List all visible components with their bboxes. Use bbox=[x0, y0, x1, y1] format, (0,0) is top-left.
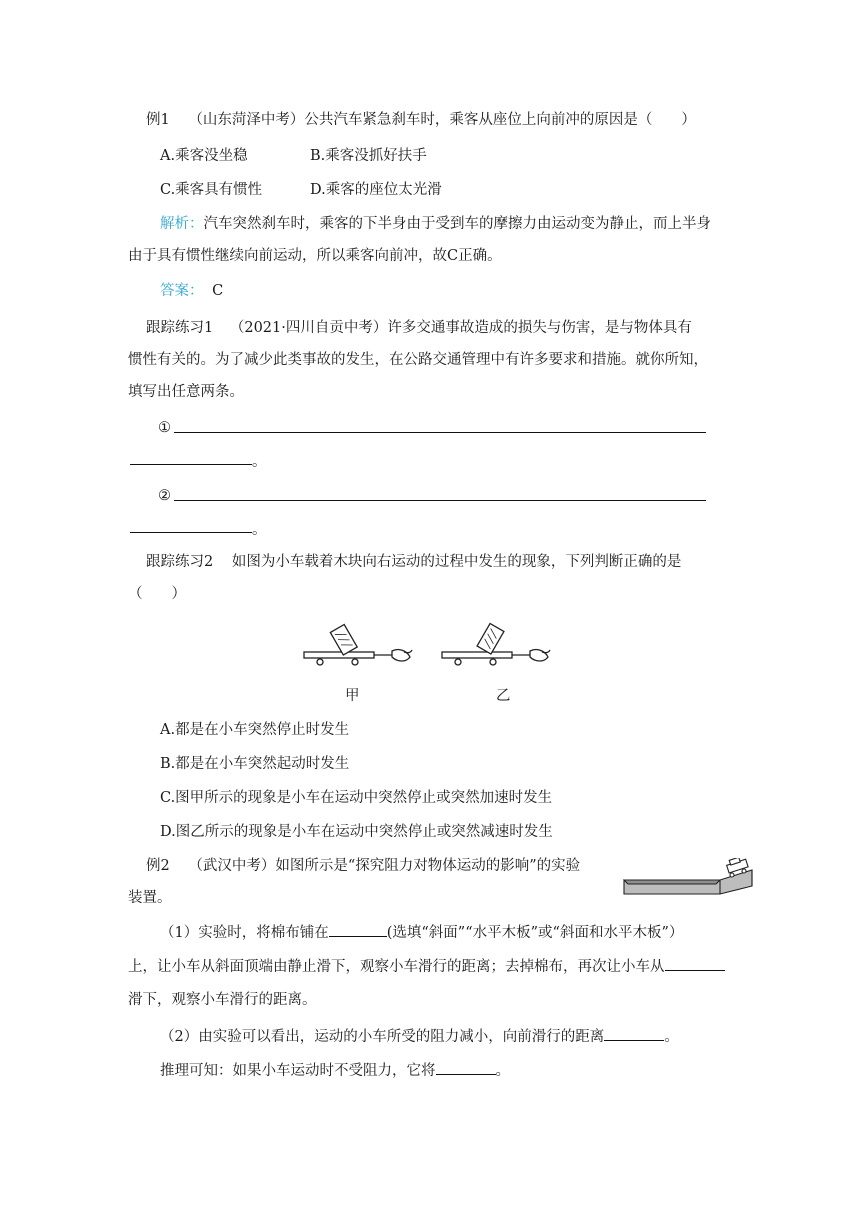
exercise1-line2: 惯性有关的。为了减少此类事故的发生，在公路交通管理中有许多要求和措施。就你所知， bbox=[128, 352, 708, 368]
infer-text: 推理可知：如果小车运动时不受阻力，它将 bbox=[160, 1063, 436, 1079]
cart-figure bbox=[300, 612, 580, 672]
exercise1-text1: 许多交通事故造成的损失与伤害，是与物体具有 bbox=[387, 320, 692, 336]
q2-text: （2）由实验可以看出，运动的小车所受的阻力减小，向前滑行的距离 bbox=[160, 1029, 605, 1045]
exercise1-line3: 填写出任意两条。 bbox=[128, 384, 244, 400]
example1-option-a: A.乘客没坐稳 bbox=[160, 148, 248, 164]
example2-intro1: 如图所示是“探究阻力对物体运动的影响”的实验 bbox=[275, 858, 581, 874]
exercise2-label: 跟踪练习2 bbox=[146, 554, 214, 570]
exercise2-option-d: D.图乙所示的现象是小车在运动中突然停止或突然减速时发生 bbox=[160, 824, 553, 840]
example2-source: （武汉中考） bbox=[188, 858, 276, 874]
example1-label: 例1 bbox=[146, 112, 170, 128]
exercise1-item1-period: 。 bbox=[252, 454, 267, 470]
exercise2-option-c: C.图甲所示的现象是小车在运动中突然停止或突然加速时发生 bbox=[160, 790, 553, 806]
example1-option-b: B.乘客没抓好扶手 bbox=[310, 148, 427, 164]
answer-blank-q1b[interactable] bbox=[665, 956, 725, 971]
example2-infer bbox=[160, 1060, 510, 1081]
cart-figure-yi bbox=[442, 623, 550, 665]
example1-question bbox=[146, 110, 696, 130]
answer-blank-2b[interactable] bbox=[130, 532, 252, 533]
analysis-label: 解析： bbox=[160, 216, 204, 232]
example2-q1-line1 bbox=[160, 922, 683, 943]
answer-blank-1b[interactable] bbox=[130, 464, 252, 465]
example1-option-d: D.乘客的座位太光滑 bbox=[310, 182, 442, 198]
infer-end: 。 bbox=[495, 1063, 510, 1079]
example1-source: （山东菏泽中考） bbox=[188, 112, 305, 128]
exercise2-question1: 如图为小车载着木块向右运动的过程中发生的现象，下列判断正确的是 bbox=[231, 554, 682, 570]
example2-intro-line1 bbox=[146, 856, 580, 876]
example2-q1-line3: 滑下，观察小车滑行的距离。 bbox=[128, 992, 317, 1008]
q1-line2-text: 上，让小车从斜面顶端由静止滑下，观察小车滑行的距离；去掉棉布，再次让小车从 bbox=[128, 959, 665, 975]
exercise1-item2-period: 。 bbox=[252, 522, 267, 538]
analysis-text1: 汽车突然刹车时，乘客的下半身由于受到车的摩擦力由运动变为静止，而上半身 bbox=[203, 216, 711, 232]
answer-value: C bbox=[212, 283, 224, 299]
example1-analysis-line2: 由于具有惯性继续向前运动，所以乘客向前冲，故C正确。 bbox=[128, 248, 502, 264]
example1-analysis-line1 bbox=[160, 214, 711, 234]
cart-figure-jia bbox=[304, 624, 412, 665]
exercise1-item2-marker: ② bbox=[158, 488, 171, 504]
example1-question-text: 公共汽车紧急刹车时，乘客从座位上向前冲的原因是（ ） bbox=[304, 112, 696, 128]
answer-label: 答案： bbox=[160, 283, 204, 299]
answer-blank-infer[interactable] bbox=[436, 1060, 496, 1075]
answer-blank-q2[interactable] bbox=[604, 1026, 664, 1041]
example2-intro-line2: 装置。 bbox=[128, 890, 172, 906]
answer-blank-q1a[interactable] bbox=[329, 922, 387, 937]
figure-label-yi: 乙 bbox=[496, 688, 511, 704]
exercise2-line2: （ ） bbox=[128, 586, 186, 602]
example1-option-c: C.乘客具有惯性 bbox=[160, 182, 263, 198]
exercise1-item1-marker: ① bbox=[158, 420, 171, 436]
q1-options: (选填“斜面”“水平木板”或“斜面和水平木板”） bbox=[386, 925, 684, 941]
answer-blank-1a[interactable] bbox=[174, 432, 706, 433]
ramp-figure bbox=[620, 858, 760, 900]
exercise2-option-a: A.都是在小车突然停止时发生 bbox=[160, 722, 350, 738]
exercise1-source: （2021·四川自贡中考） bbox=[229, 320, 388, 336]
q1-prefix: （1）实验时，将棉布铺在 bbox=[160, 925, 329, 941]
exercise1-label: 跟踪练习1 bbox=[146, 320, 214, 336]
exercise1-line1 bbox=[146, 318, 692, 338]
example2-q2 bbox=[160, 1026, 679, 1047]
exercise2-option-b: B.都是在小车突然起动时发生 bbox=[160, 756, 350, 772]
exercise2-line1 bbox=[146, 552, 681, 572]
example1-answer bbox=[160, 281, 223, 301]
example2-q1-line2 bbox=[128, 956, 725, 977]
q2-end: 。 bbox=[664, 1029, 679, 1045]
figure-label-jia: 甲 bbox=[345, 688, 360, 704]
example2-label: 例2 bbox=[146, 858, 170, 874]
answer-blank-2a[interactable] bbox=[174, 500, 706, 501]
